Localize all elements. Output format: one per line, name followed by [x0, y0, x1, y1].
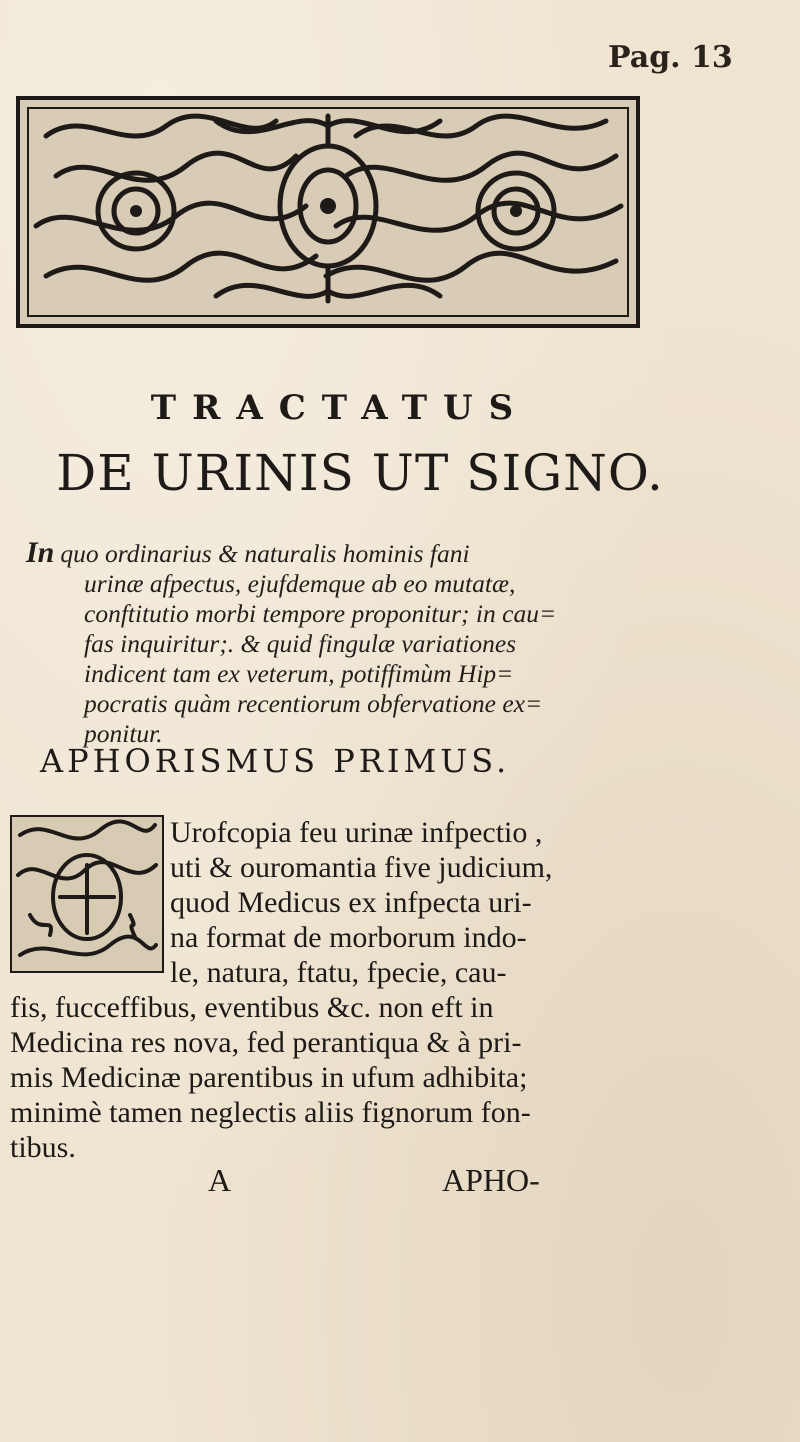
chapter-summary [26, 538, 686, 749]
aphorism-heading: APHORISMUS PRIMUS. [40, 742, 511, 780]
body-line: Medicina res nova, fed perantiqua & à pri- [10, 1026, 522, 1059]
aphorism-text [10, 815, 710, 1165]
body-line: tibus. [10, 1131, 76, 1164]
summary-line: ponitur. [84, 719, 163, 748]
summary-lead-word: In [26, 536, 55, 569]
catchword: APHO- [442, 1162, 540, 1198]
page-number: Pag. 13 [608, 40, 733, 75]
summary-line: pocratis quàm recentiorum obfervatione ex= [84, 689, 543, 718]
body-line: mis Medicinæ parentibus in ufum adhibita; [10, 1061, 528, 1094]
body-line: fis, fucceffibus, eventibus &c. non eft in [10, 991, 494, 1024]
body-line: Urofcopia feu urinæ infpectio , [170, 816, 543, 849]
summary-line: fas inquiritur;. & quid fingulæ variationes [84, 629, 517, 658]
summary-line: In quo ordinarius & naturalis hominis fani [26, 536, 470, 569]
body-line: minimè tamen neglectis aliis fignorum fon- [10, 1096, 531, 1129]
title-de-urinis: DE URINIS UT SIGNO. [56, 444, 664, 502]
title-tractatus: TRACTATUS [150, 388, 530, 428]
summary-line: urinæ afpectus, ejufdemque ab eo mutatæ, [84, 569, 516, 598]
signature-mark: A [208, 1162, 232, 1198]
body-line: na format de morborum indo- [170, 921, 527, 954]
body-line: quod Medicus ex infpecta uri- [170, 886, 532, 919]
body-line: uti & ouromantia five judicium, [170, 851, 553, 884]
decorative-headpiece-icon [16, 96, 640, 328]
summary-line: conftitutio morbi tempore proponitur; in cau= [84, 599, 557, 628]
summary-line: indicent tam ex veterum, potiffimùm Hip= [84, 659, 514, 688]
body-line: le, natura, ftatu, fpecie, cau- [170, 956, 507, 989]
